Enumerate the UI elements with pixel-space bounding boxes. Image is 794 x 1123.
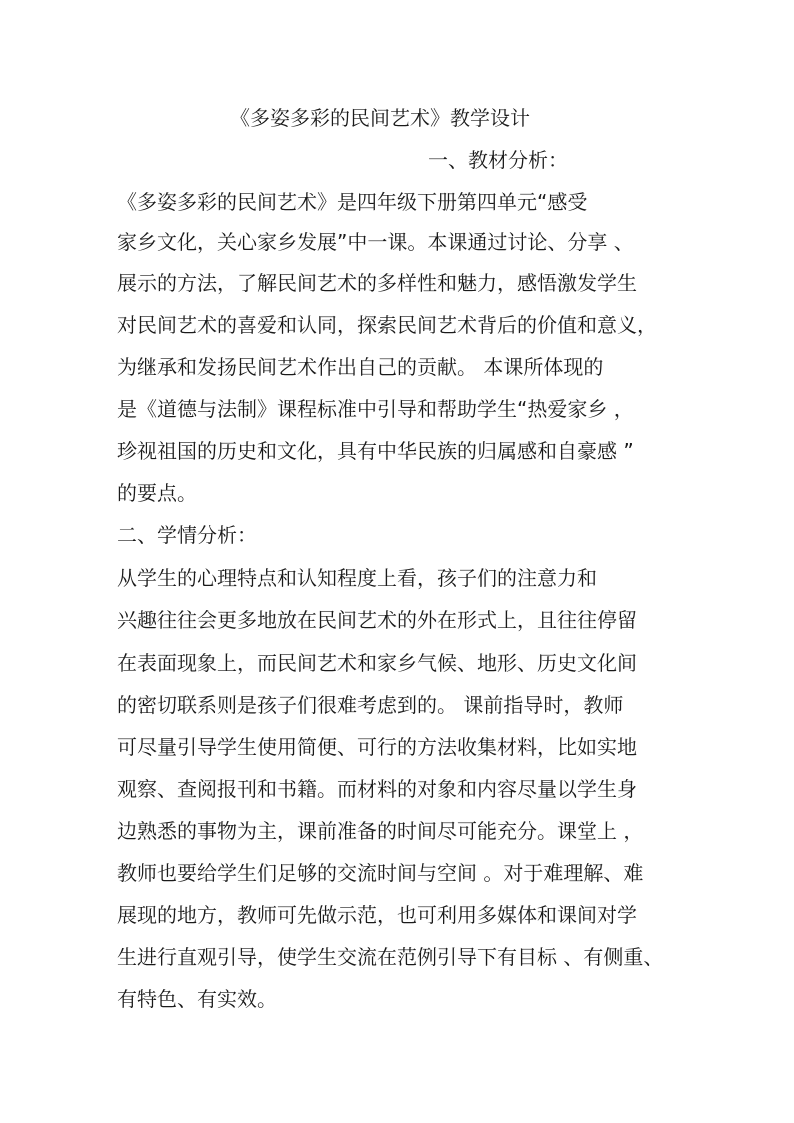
paragraph-line: 在表面现象上，而民间艺术和家乡气候、地形、历史文化间 (117, 651, 637, 675)
paragraph-line: 边熟悉的事物为主，课前准备的时间尽可能充分。课堂上 ， (117, 819, 644, 843)
paragraph-line: 为继承和发扬民间艺术作出自己的贡献。 本课所体现的 (117, 355, 604, 379)
paragraph-line: 的密切联系则是孩子们很难考虑到的。 课前指导时，教师 (117, 693, 624, 717)
paragraph-line: 从学生的心理特点和认知程度上看，孩子们的注意力和 (117, 566, 597, 590)
paragraph-line: 是《道德与法制》课程标准中引导和帮助学生“热爱家乡 ， (117, 397, 634, 421)
document-title: 《多姿多彩的民间艺术》教学设计 (230, 106, 530, 130)
section1-heading: 一、教材分析： (428, 148, 568, 172)
paragraph-line: 家乡文化，关心家乡发展”中一课。本课通过讨论、分享 、 (117, 230, 634, 254)
paragraph-line: 有特色、有实效。 (117, 987, 277, 1011)
paragraph-line: 可尽量引导学生使用简便、可行的方法收集材料，比如实地 (117, 735, 637, 759)
paragraph-line: 观察、查阅报刊和书籍。而材料的对象和内容尽量以学生身 (117, 777, 637, 801)
paragraph-line: 教师也要给学生们足够的交流时间与空间 。对于难理解、难 (117, 861, 644, 885)
paragraph-line: 的要点。 (117, 481, 197, 505)
paragraph-line: 展现的地方，教师可先做示范，也可利用多媒体和课间对学 (117, 903, 637, 927)
paragraph-line: 兴趣往往会更多地放在民间艺术的外在形式上，且往往停留 (117, 608, 637, 632)
paragraph-line: 展示的方法，了解民间艺术的多样性和魅力，感悟激发学生 (117, 271, 637, 295)
paragraph-line: 生进行直观引导，使学生交流在范例引导下有目标 、有侧重、 (117, 945, 664, 969)
paragraph-line: 《多姿多彩的民间艺术》是四年级下册第四单元“感受 (117, 190, 588, 214)
section2-heading: 二、学情分析： (117, 523, 257, 547)
paragraph-line: 对民间艺术的喜爱和认同，探索民间艺术背后的价值和意义， (117, 313, 657, 337)
paragraph-line: 珍视祖国的历史和文化，具有中华民族的归属感和自豪感 ” (117, 439, 634, 463)
